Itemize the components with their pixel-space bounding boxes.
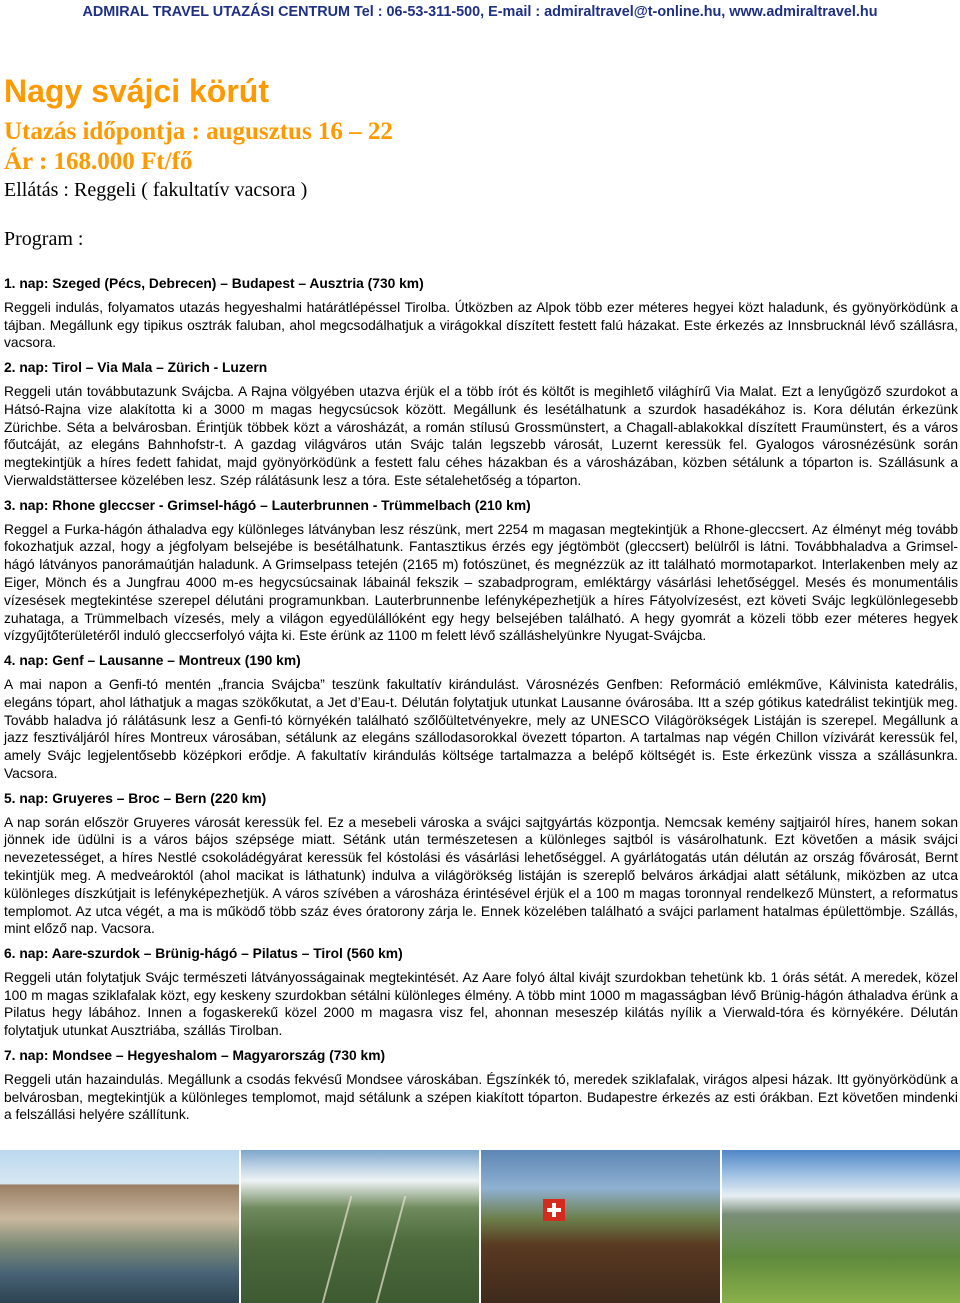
travel-date: Utazás időpontja : augusztus 16 – 22 — [4, 118, 393, 145]
day-heading: 4. nap: Genf – Lausanne – Montreux (190 km) — [4, 653, 301, 669]
day-heading: 6. nap: Aare-szurdok – Brünig-hágó – Pilatus – Tirol (560 km) — [4, 946, 403, 962]
program-label: Program : — [4, 228, 84, 250]
day-heading: 5. nap: Gruyeres – Broc – Bern (220 km) — [4, 790, 267, 806]
day-6 — [4, 945, 958, 1040]
day-heading: 2. nap: Tirol – Via Mala – Zürich - Luzern — [4, 360, 268, 376]
day-2 — [4, 359, 958, 490]
alpine-chalet-photo — [481, 1150, 720, 1303]
day-text: Reggeli indulás, folyamatos utazás hegyeshalmi határátlépéssel Tirolba. Útközben az Alpok több ezer méteres hegyei közt haladunk, és gyönyörködünk a tájban. Megállunk egy tipikus osztrák faluban, ahol megcsodálhatjuk a virágokkal díszített festett falú házakat. Este érkezés az Innsbrucknál lévő szállásra, vacsora. — [4, 299, 958, 351]
day-text: Reggeli után hazaindulás. Megállunk a csodás fekvésű Mondsee városkában. Égszínkék tó, meredek sziklafalak, virágos alpesi házak. Itt gyönyörködünk a belvárosban, megtekintjük a különleges templomot, majd sétálunk a szépen kiakított tóparton. Budapestre érkezés az esti órákban. Ezt követően mindenki a felszállási helyére szállítunk. — [4, 1071, 958, 1123]
day-5 — [4, 790, 958, 938]
day-text: Reggeli után folytatjuk Svájc természeti látványosságainak megtekintését. Az Aare folyó által kivájt szurdokban tehetünk kb. 1 órás sétát. A meredek, közel 100 m magas sziklafalak közt, egy keskeny szurdokban sétálni különleges élmény. A több mint 1000 m magasságban lévő Brünig-hágón áthaladva érünk a Pilatus hegy lábához. Innen a fogaskerekű közel 2000 m magasra visz fel, ahonnan meseszép kilátás nyílik a Vierwald-tóra és környékére. Délután folytatjuk utunkat Ausztriába, szállás Tirolban. — [4, 969, 958, 1039]
winding-road — [322, 1196, 407, 1303]
day-text: Reggeli után továbbutazunk Svájcba. A Rajna völgyében utazva érjük el a több írót és költőt is megihlető világhírű Via Malat. Ezt a lenyűgöző szurdokot a Hátsó-Rajna vize alakította ki a 3000 m magas hegycsúcsok között. Megállunk és lesétálhatunk a szurdok hasadékához is. Kora délután érkezünk Zürichbe. Séta a belvárosban. Érintjük többek közt a városházát, a román stílusú Grossmünstert, a Chagall-ablakokkal díszített Fraumünstert, és a város főutcáját, az elegáns Bahnhofstr-t. A gazdag világváros után Svájc talán legszebb városát, Luzernt keressük fel. Gyalogos városnézésünk során megtekintjük a híres fedett fahidat, majd gyönyörködünk a festett falu céhes házakban és a városházában, közben sétálunk a tóparton is. Szállásunk a Vierwaldstättersee közelében lesz. Szép rálátásunk lesz a tóra. Este sétalehetőség a tóparton. — [4, 383, 958, 488]
mountain-road-photo — [241, 1150, 480, 1303]
photo-strip — [0, 1150, 960, 1303]
day-text: Reggel a Furka-hágón áthaladva egy különleges látványban lesz részünk, mert 2254 m magasan megtekintjük a Rhone-gleccsert. Az élményt még tovább fokozhatjuk azzal, hogy a jégfolyam belsejébe is besétálhatunk. Fantasztikus érzés egy jégtömböt (gleccsert) belülről is látni. Továbbhaladva a Grimsel-hágó látványos panorámaútján haladunk. A Grimselpass tetején (2165 m) fotószünet, és megnézzük az itt található mormotaparkot. Interlakenben mely az Eiger, Mönch és a Jungfrau 4000 m-es hegycsúcsainak lábainál fekszik – szabadprogram, emléktárgy vásárlási lehetőséggel. Mesés és monumentális vízesések megtekintése szerepel délutáni programunkban. Lauterbrunnenbe lefényképezhetjük a híres Fátyolvízesést, ezt követi Svájc legkülönlegesebb zuhataga, a Trümmelbach vízesés, mely a világon egyedülállóként egy hegy belsejében található. A hegy gyomrát a közeli több ezer méteres hegyek vízgyűjtőterületéről induló gleccserfolyó vájta ki. Este érünk az 1100 m felett lévő szálláshelyünkre Nyugat-Svájcba. — [4, 521, 958, 644]
day-4 — [4, 652, 958, 783]
day-text: A mai napon a Genfi-tó mentén „francia Svájcba” teszünk fakultatív kirándulást. Városnézés Genfben: Reformáció emlékműve, Kálvinista katedrális, elegáns tópart, ahol láthatjuk a magas szökőkutat, a Jet d’Eau-t. Délután folytatjuk utunkat Lausanne óvárosába. Itt a szép gótikus katedrálist tekintjük meg. Tovább haladva jó rálátásunk lesz a Genfi-tó környékén található szőlőültetvényekre, mely az UNESCO Világörökségek Listáján is szerepel. Megállunk a jazz fesztiváljáról híres Montreux városában, sétálunk az elegáns szállodasorokkal övezett tóparton. A tartalmas nap végén Chillon vízivárát keressük fel, amely Svájc legjelentősebb középkori erődje. A fakultatív kirándulás költsége tartalmazza a belépő költségét is. Este érkezünk vissza a szállásunkra. Vacsora. — [4, 676, 958, 781]
day-7 — [4, 1047, 958, 1124]
lakeside-town-photo — [0, 1150, 239, 1303]
swiss-flag-icon — [543, 1199, 565, 1221]
day-1 — [4, 275, 958, 352]
day-heading: 3. nap: Rhone gleccser - Grimsel-hágó – Lauterbrunnen - Trümmelbach (210 km) — [4, 497, 531, 513]
agency-header: ADMIRAL TRAVEL UTAZÁSI CENTRUM Tel : 06-53-311-500, E-mail : admiraltravel@t-online.hu, www.admiraltravel.hu — [0, 0, 960, 25]
page-title: Nagy svájci körút — [4, 73, 269, 109]
price: Ár : 168.000 Ft/fő — [4, 148, 193, 175]
day-3 — [4, 497, 958, 645]
itinerary — [4, 275, 958, 1131]
alpine-valley-photo — [722, 1150, 960, 1303]
day-heading: 7. nap: Mondsee – Hegyeshalom – Magyarország (730 km) — [4, 1048, 386, 1064]
day-text: A nap során először Gruyeres városát keressük fel. Ez a mesebeli városka a svájci sajtgyártás központja. Nemcsak kemény sajtjairól híres, hanem sokan jönnek ide üdülni is a város bájos szépsége miatt. Sétánk után természetesen a különleges sajtból is vásárolhatunk. Ezt követően a másik svájci nevezetességet, a híres Nestlé csokoládégyárat keressük fel kóstolási és vásárlási lehetőséggel. A gyárlátogatás után délután az ország fővárosát, Bernt tekintjük meg. A medveároktól (ahol macikat is láthatunk) indulva a világörökség listáján is szereplő belváros árkádjai alatt sétálunk, miközben az utca különleges díszkútjait is lefényképezhetjük. A város szívében a városháza érintésével érjük el a 100 m magas toronnyal rendelkező Münstert, a reformatus templomot. Az utca végét, a ma is működő több száz éves óratorony zárja le. Ennek közelében található a svájci parlament hatalmas épülettömbje. Szállás, mint előző nap. Vacsora. — [4, 814, 958, 937]
day-heading: 1. nap: Szeged (Pécs, Debrecen) – Budapest – Ausztria (730 km) — [4, 276, 424, 291]
meal-info: Ellátás : Reggeli ( fakultatív vacsora ) — [4, 179, 308, 201]
